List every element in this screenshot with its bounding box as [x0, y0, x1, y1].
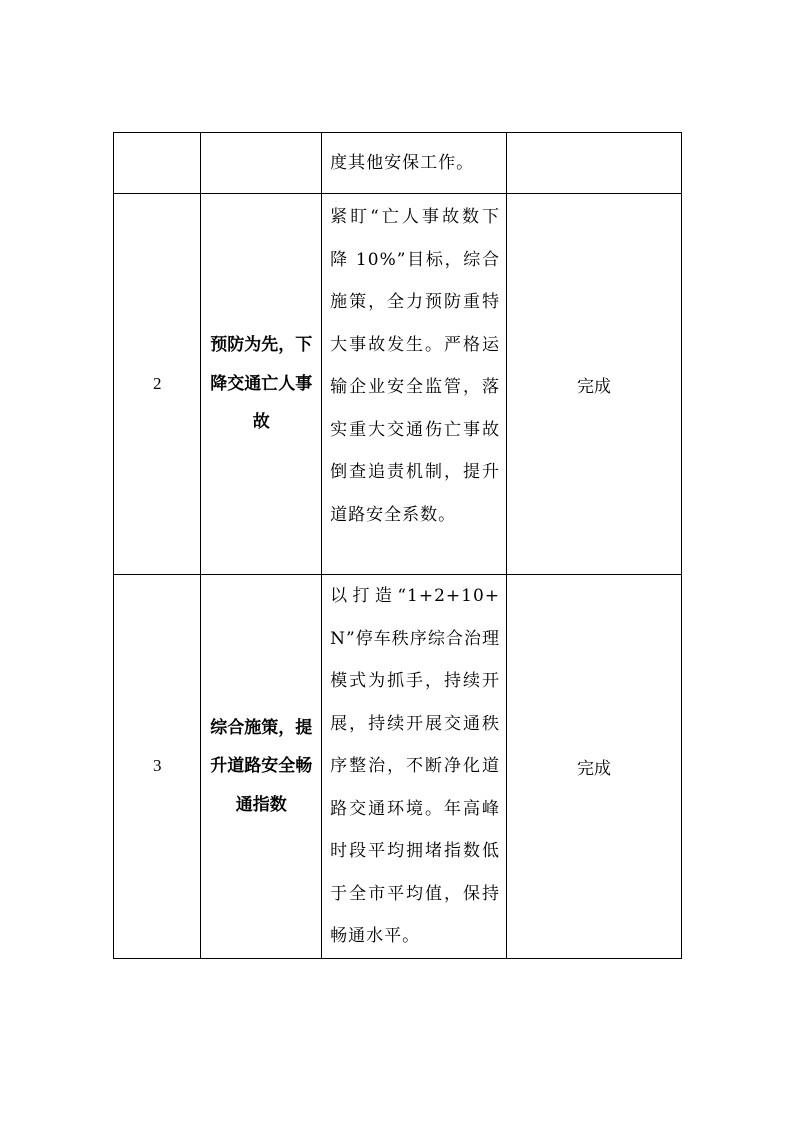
row-title-cell — [201, 133, 322, 194]
table-row — [114, 575, 682, 959]
row-status: 完成 — [577, 758, 612, 779]
row-number-cell — [114, 575, 201, 959]
row-description-cell — [322, 133, 507, 194]
row-description-cell — [322, 194, 507, 575]
row-number: 3 — [152, 756, 162, 776]
table-row — [114, 194, 682, 575]
row-status-cell — [507, 575, 682, 959]
row-number-cell — [114, 133, 201, 194]
task-table — [113, 132, 682, 959]
row-number-cell — [114, 194, 201, 575]
row-description: 度其他安保工作。 — [330, 153, 475, 173]
row-status-cell — [507, 133, 682, 194]
row-status-cell — [507, 194, 682, 575]
row-number: 2 — [152, 374, 162, 393]
row-description-cell — [322, 575, 507, 959]
row-title: 预防为先，下降交通亡人事故 — [210, 335, 313, 433]
row-description: 以打造“1+2+10+N”停车秩序综合治理模式为抓手，持续开展，持续开展交通秩序整治，不断净化道路交通环境。年高峰时段平均拥堵指数低于全市平均值，保持畅通水平。 — [330, 586, 501, 946]
row-title: 综合施策，提升道路安全畅通指数 — [210, 717, 313, 815]
table-row — [114, 133, 682, 194]
row-title-cell — [201, 194, 322, 575]
row-description: 紧盯“亡人事故数下降 10%”目标，综合施策，全力预防重特大事故发生。严格运输企业安全监管，落实重大交通伤亡事故倒查追责机制，提升道路安全系数。 — [330, 207, 501, 525]
row-status: 完成 — [577, 376, 612, 397]
row-title-cell — [201, 575, 322, 959]
